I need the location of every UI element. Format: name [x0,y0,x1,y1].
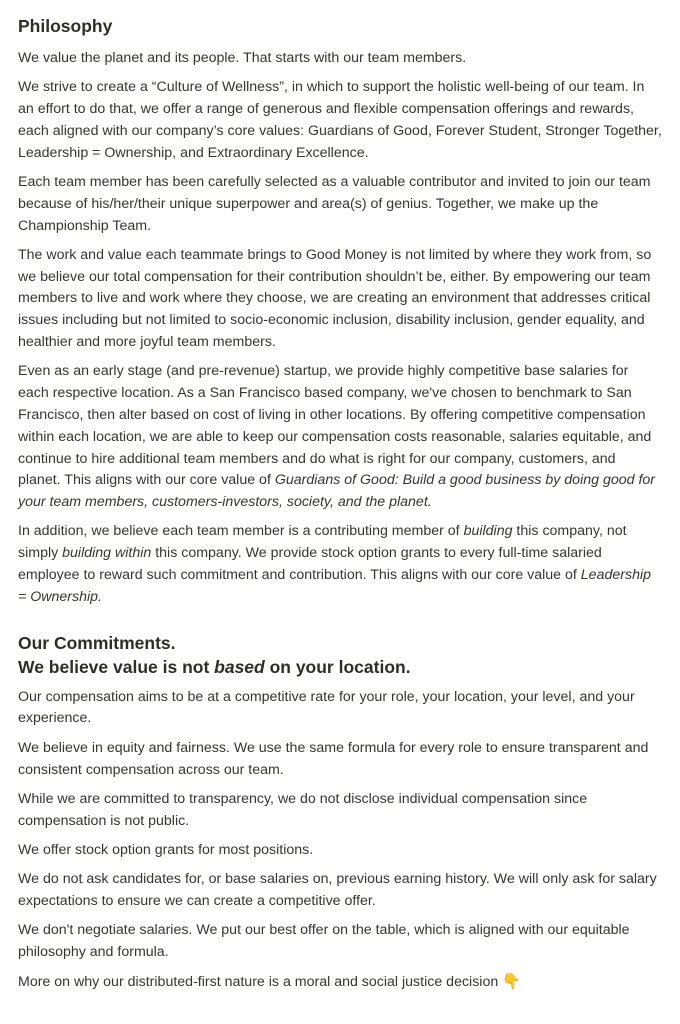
commitments-heading-italic: based [214,656,265,677]
commitments-heading [18,631,662,679]
commitment-item-4: We offer stock option grants for most positions. [18,841,314,858]
commitments-heading-line2c: on your location. [264,656,411,677]
commitments-heading-line1: Our Commitments. [18,632,176,653]
commitment-item-7-text: More on why our distributed-first nature is a moral and social justice decision [18,974,499,991]
philosophy-heading: Philosophy [18,16,113,36]
philosophy-paragraph-1: We value the planet and its people. That starts with our team members. [18,50,467,66]
commitment-item-6: We don't negotiate salaries. We put our best offer on the table, which is aligned with our equitable philosophy and formula. [18,922,630,961]
pointing-down-icon: 👇 [502,973,521,991]
p6-text-a: In addition, we believe each team member is a contributing member of [18,523,464,540]
philosophy-paragraph-5 [18,361,662,514]
p6-italic-building-within: building within [62,545,152,562]
p6-text-c: this company, not simply [18,523,627,562]
commitment-item-3: While we are committed to transparency, we do not disclose individual compensation since compensation is not public. [18,790,588,829]
philosophy-paragraph-2: We strive to create a “Culture of Wellness”, in which to support the holistic well-being of our team. In an effort to do that, we offer a range of generous and flexible compensation offerings and rewards, each aligned with our company’s core values: Guardians of Good, Forever Student, Stronger Together, Leadership = Ownership, and Extraordinary Excellence. [18,79,662,161]
commitment-item-1: Our compensation aims to be at a competitive rate for your role, your location, your level, and your experience. [18,688,635,727]
commitment-item-7 [18,971,662,994]
commitments-heading-line2a: We believe value is not [18,656,215,677]
philosophy-paragraph-6 [18,521,662,608]
p6-italic-core-value: Leadership = Ownership. [18,567,652,605]
p5-text: Even as an early stage (and pre-revenue) startup, we provide highly competitive base salaries for each respective location. As a San Francisco based company, we've chosen to benchmark to San Francisco, then alter based on cost of living in other locations. By offering competitive compensation within each location, we are able to keep our compensation costs reasonable, salaries equitable, and continue to hire additional team members and do what is right for our company, customers, and planet. This aligns with our core value of [18,363,652,489]
commitment-item-2: We believe in equity and fairness. We use the same formula for every role to ensure transparent and consistent compensation across our team. [18,739,649,778]
p6-italic-building: building [463,523,513,540]
philosophy-paragraph-3: Each team member has been carefully selected as a valuable contributor and invited to join our team because of his/her/their unique superpower and area(s) of genius. Together, we make up the Championship Team. [18,173,651,234]
philosophy-paragraph-4: The work and value each teammate brings to Good Money is not limited by where they work from, so we believe our total compensation for their contribution shouldn’t be, either. By empowering our team members to live and work where they choose, we are creating an environment that addresses critical issues including but not limited to socio-economic inclusion, disability inclusion, gender equality, and healthier and more joyful team members. [18,246,652,351]
p6-text-e: this company. We provide stock option grants to every full-time salaried employee to reward such commitment and contribution. This aligns with our core value of [18,545,602,584]
commitment-item-5: We do not ask candidates for, or base salaries on, previous earning history. We will only ask for salary expectations to ensure we can create a competitive offer. [18,871,657,909]
p5-core-value-italic: Guardians of Good: Build a good business by doing good for your team members, customers-investors, society, and the planet. [18,472,656,511]
